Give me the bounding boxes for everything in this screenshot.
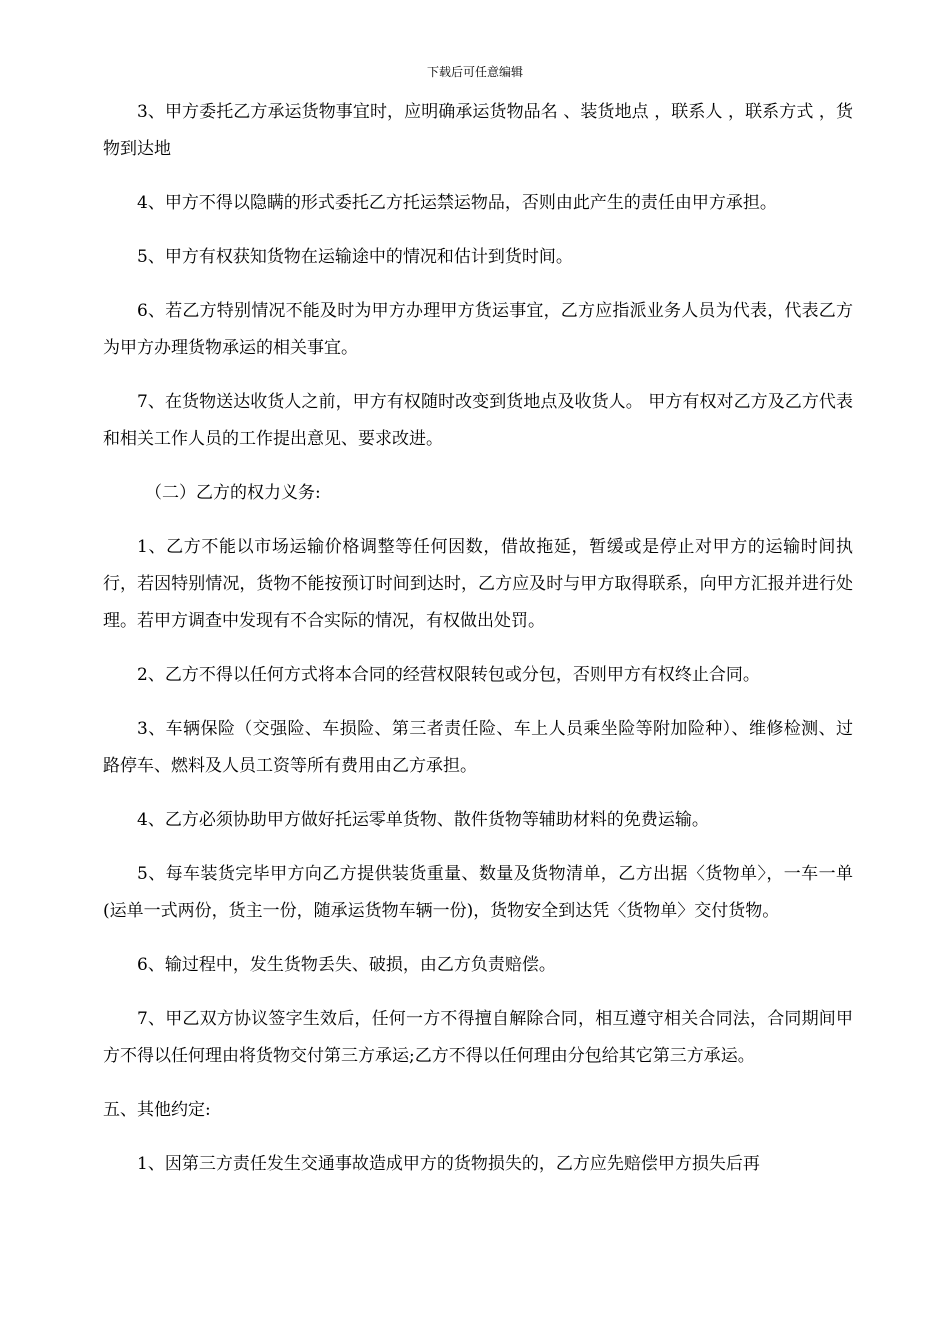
- clause-b3: 3、车辆保险（交强险、车损险、第三者责任险、车上人员乘坐险等附加险种）、维修检测、过路停车、燃料及人员工资等所有费用由乙方承担。: [103, 719, 853, 776]
- clause-b2: 2、乙方不得以任何方式将本合同的经营权限转包或分包，否则甲方有权终止合同。: [137, 665, 760, 685]
- clause-a7: 7、在货物送达收货人之前，甲方有权随时改变到货地点及收货人。 甲方有权对乙方及乙方代表和相关工作人员的工作提出意见、要求改进。: [103, 392, 853, 449]
- clause-b7: 7、甲乙双方协议签字生效后，任何一方不得擅自解除合同，相互遵守相关合同法，合同期间甲方不得以任何理由将货物交付第三方承运;乙方不得以任何理由分包给其它第三方承运。: [103, 1009, 853, 1066]
- clause-b6: 6、输过程中，发生货物丢失、破损，由乙方负责赔偿。: [137, 955, 556, 975]
- clause-a5: 5、甲方有权获知货物在运输途中的情况和估计到货时间。: [137, 247, 573, 267]
- clause-b5: 5、每车装货完毕甲方向乙方提供装货重量、数量及货物清单，乙方出据〈货物单〉，一车一单(运单一式两份，货主一份，随承运货物车辆一份)，货物安全到达凭〈货物单〉交付货物。: [103, 864, 853, 921]
- section-heading-other: 五、其他约定:: [103, 1100, 211, 1120]
- clause-a6: 6、若乙方特别情况不能及时为甲方办理甲方货运事宜，乙方应指派业务人员为代表，代表乙方为甲方办理货物承运的相关事宜。: [103, 301, 853, 358]
- document-body: [103, 94, 853, 1200]
- page-header-note: 下载后可任意编辑: [426, 65, 523, 79]
- section-heading-party-b: （二）乙方的权力义务:: [145, 483, 321, 503]
- clause-a3: 3、甲方委托乙方承运货物事宜时，应明确承运货物品名 、装货地点 ，联系人 ，联系方式 ，货物到达地: [103, 102, 853, 159]
- clause-b4: 4、乙方必须协助甲方做好托运零单货物、散件货物等辅助材料的免费运输。: [137, 810, 709, 830]
- clause-b1: 1、乙方不能以市场运输价格调整等任何因数，借故拖延，暂缓或是停止对甲方的运输时间执行，若因特别情况，货物不能按预订时间到达时，乙方应及时与甲方取得联系，向甲方汇报并进行处理。若甲方调查中发现有不合实际的情况，有权做出处罚。: [103, 537, 853, 631]
- clause-a4: 4、甲方不得以隐瞒的形式委托乙方托运禁运物品，否则由此产生的责任由甲方承担。: [137, 193, 777, 213]
- clause-other-1: 1、因第三方责任发生交通事故造成甲方的货物损失的，乙方应先赔偿甲方损失后再: [137, 1154, 760, 1174]
